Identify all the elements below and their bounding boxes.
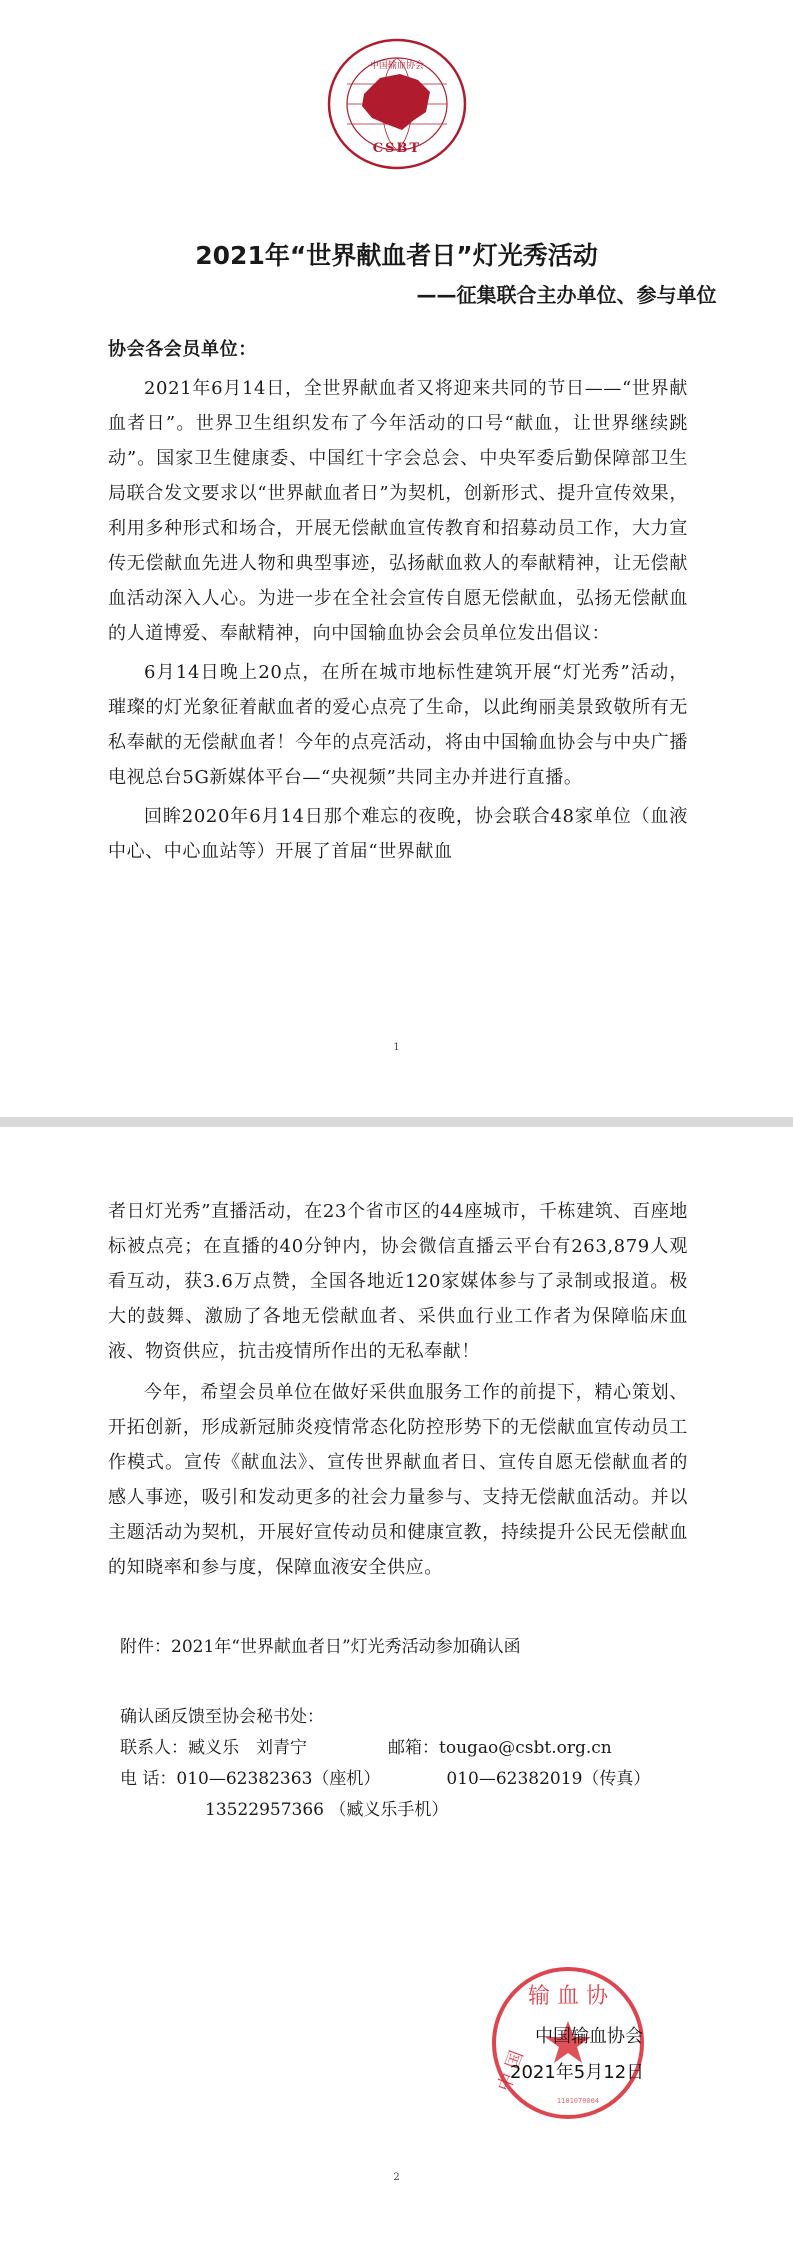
greeting: 协会各会员单位： (108, 339, 257, 360)
seal-bottom-text: 中 国 (493, 2047, 528, 2095)
logo-ring-text: 中国输血协会 (369, 61, 425, 71)
paragraph-3-start: 回眸2020年6月14日那个难忘的夜晚，协会联合48家单位（血液中心、中心血站等）开展了首届“世界献血 (108, 806, 688, 862)
contact-persons: 臧义乐 刘青宁 (188, 1738, 307, 1758)
contact-phone-row (120, 1764, 650, 1795)
contact-person-row (120, 1733, 650, 1764)
signature-date: 2021年5月12日 (510, 2062, 645, 2083)
email-label: 邮箱： (388, 1738, 439, 1758)
page2-body (108, 1194, 688, 1585)
seal-top-text: 输 血 协 (528, 1984, 608, 2009)
seal-code: 1101070004 (556, 2097, 600, 2105)
document-page-1 (0, 0, 793, 1117)
signature-org: 中国输血协会 (535, 2026, 643, 2047)
paragraph-4: 今年，希望会员单位在做好采供血服务工作的前提下，精心策划、开拓创新，形成新冠肺炎疫情常态化防控形势下的无偿献血宣传动员工作模式。宣传《献血法》、宣传世界献血者日、宣传自愿无偿献血者的感人事迹，吸引和发动更多的社会力量参与、支持无偿献血活动。并以主题活动为契机，开展好宣传动员和健康宣教，持续提升公民无偿献血的知晓率和参与度，保障血液安全供应。 (108, 1382, 688, 1578)
paragraph-3-end: 者日灯光秀”直播活动，在23个省市区的44座城市，千栋建筑、百座地标被点亮；在直播的40分钟内，协会微信直播云平台有263,879人观看互动，获3.6万点赞，全国各地近120家媒体参与了录制或报道。极大的鼓舞、激励了各地无偿献血者、采供血行业工作者为保障临床血液、物资供应，抗击疫情所作出的无私奉献！ (108, 1201, 688, 1362)
contact-intro: 确认函反馈至协会秘书处： (120, 1707, 324, 1727)
attachment-line: 附件：2021年“世界献血者日”灯光秀活动参加确认函 (120, 1637, 521, 1657)
page-number-1: 1 (393, 1042, 400, 1053)
logo-abbr: CSBT (372, 141, 422, 156)
page1-body (108, 332, 688, 869)
phone-label: 电 话： (120, 1769, 177, 1789)
contact-mobile: 13522957366 （臧义乐手机） (205, 1800, 449, 1820)
email-address: tougao@csbt.org.cn (439, 1738, 612, 1758)
contact-block (120, 1702, 650, 1826)
page-number-2: 2 (393, 2172, 400, 2183)
paragraph-1: 2021年6月14日，全世界献血者又将迎来共同的节日——“世界献血者日”。世界卫生组织发布了今年活动的口号“献血，让世界继续跳动”。国家卫生健康委、中国红十字会总会、中央军委后勤保障部卫生局联合发文要求以“世界献血者日”为契机，创新形式、提升宣传效果，利用多种形式和场合，开展无偿献血宣传教育和招募动员工作，大力宣传无偿献血先进人物和典型事迹，弘扬献血救人的奉献精神，让无偿献血活动深入人心。为进一步在全社会宣传自愿无偿献血，弘扬无偿献血的人道博爱、奉献精神，向中国输血协会会员单位发出倡议： (108, 378, 688, 644)
phone-fax: 010—62382019（传真） (446, 1769, 651, 1789)
document-page-2 (0, 1127, 793, 2244)
contact-person-label: 联系人： (120, 1738, 188, 1758)
document-title: 2021年“世界献血者日”灯光秀活动 (195, 241, 598, 270)
paragraph-2: 6月14日晚上20点，在所在城市地标性建筑开展“灯光秀”活动，璀璨的灯光象征着献血者的爱心点亮了生命，以此绚丽美景致敬所有无私奉献的无偿献血者！今年的点亮活动，将由中国输血协会与中央广播电视总台5G新媒体平台—“央视频”共同主办并进行直播。 (108, 662, 688, 788)
csbt-logo (322, 34, 472, 174)
phone-landline: 010—62382363（座机） (176, 1769, 381, 1789)
document-subtitle: ——征集联合主办单位、参与单位 (416, 283, 717, 307)
